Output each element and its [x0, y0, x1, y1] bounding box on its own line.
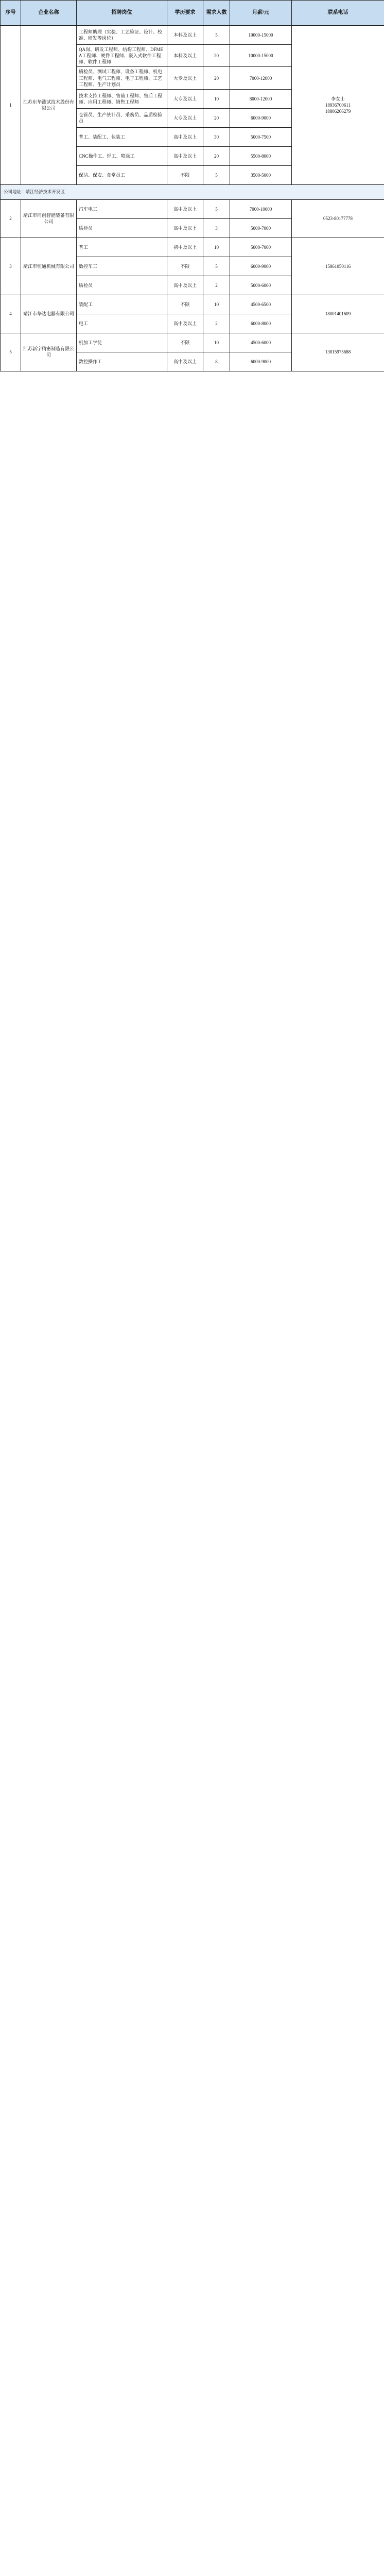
- header-salary: 月薪/元: [230, 1, 292, 26]
- education-cell: 不限: [167, 295, 203, 314]
- education-cell: 不限: [167, 257, 203, 276]
- education-cell: 不限: [167, 333, 203, 352]
- table-row: [1, 26, 384, 45]
- salary-cell: 6000-9000: [230, 108, 292, 127]
- header-contact: 联系电话: [292, 1, 384, 26]
- table-row: [1, 199, 384, 218]
- company-cell: 江苏新宇精密制造有限公司: [21, 333, 77, 371]
- position-cell: 电工: [77, 314, 167, 333]
- company-cell: 江苏东华测试技术股份有限公司: [21, 26, 77, 185]
- contact-cell: 0523-80177778: [292, 199, 384, 238]
- contact-cell: 18001401609: [292, 295, 384, 333]
- education-cell: 本科及以上: [167, 45, 203, 67]
- header-company: 企业名称: [21, 1, 77, 26]
- position-cell: 质检员、测试工程师、设备工程师、机电工程师、电气工程师、电子工程师、工艺工程师、生产计划员: [77, 67, 167, 89]
- contact-cell: 13815975688: [292, 333, 384, 371]
- company-cell: 靖江市华达电器有限公司: [21, 295, 77, 333]
- headcount-cell: 2: [203, 314, 230, 333]
- headcount-cell: 5: [203, 165, 230, 184]
- seq-cell: 5: [1, 333, 21, 371]
- position-cell: QA岗、研发工程师、结构工程师、DFMEA工程师、硬件工程师、嵌入式软件工程师、软件工程师: [77, 45, 167, 67]
- education-cell: 本科及以上: [167, 26, 203, 45]
- table-row: [1, 238, 384, 257]
- salary-cell: 5000-6000: [230, 276, 292, 295]
- table-header-row: [1, 1, 384, 26]
- headcount-cell: 30: [203, 127, 230, 146]
- headcount-cell: 10: [203, 333, 230, 352]
- salary-cell: 5500-8000: [230, 146, 292, 165]
- company-cell: 靖江市恒通机械有限公司: [21, 238, 77, 295]
- recruitment-table: [0, 0, 384, 371]
- salary-cell: 8000-12000: [230, 89, 292, 108]
- headcount-cell: 5: [203, 257, 230, 276]
- position-cell: CNC操作工、焊工、喷涂工: [77, 146, 167, 165]
- headcount-cell: 20: [203, 67, 230, 89]
- headcount-cell: 10: [203, 238, 230, 257]
- position-cell: 数控操作工: [77, 352, 167, 371]
- headcount-cell: 5: [203, 26, 230, 45]
- education-cell: 大专及以上: [167, 89, 203, 108]
- salary-cell: 4500-6000: [230, 333, 292, 352]
- contact-cell: 李女士 18936700611 18806266279: [292, 26, 384, 185]
- salary-cell: 5000-7000: [230, 238, 292, 257]
- salary-cell: 4500-6500: [230, 295, 292, 314]
- headcount-cell: 3: [203, 218, 230, 238]
- education-cell: 高中及以上: [167, 127, 203, 146]
- salary-cell: 3500-5000: [230, 165, 292, 184]
- position-cell: 汽车电工: [77, 199, 167, 218]
- position-cell: 普工、装配工、包装工: [77, 127, 167, 146]
- salary-cell: 7000-10000: [230, 199, 292, 218]
- position-cell: 质检员: [77, 218, 167, 238]
- headcount-cell: 8: [203, 352, 230, 371]
- headcount-cell: 20: [203, 146, 230, 165]
- position-cell: 质检员: [77, 276, 167, 295]
- salary-cell: 7000-12000: [230, 67, 292, 89]
- seq-cell: 2: [1, 199, 21, 238]
- education-cell: 初中及以上: [167, 238, 203, 257]
- education-cell: 高中及以上: [167, 352, 203, 371]
- education-cell: 高中及以上: [167, 146, 203, 165]
- education-cell: 不限: [167, 165, 203, 184]
- education-cell: 高中及以上: [167, 276, 203, 295]
- education-cell: 高中及以上: [167, 314, 203, 333]
- header-seq: 序号: [1, 1, 21, 26]
- education-cell: 大专及以上: [167, 67, 203, 89]
- position-cell: 装配工: [77, 295, 167, 314]
- table-row: [1, 333, 384, 352]
- recruitment-sheet: [0, 0, 384, 371]
- address-note: 公司地址：靖江经济技术开发区: [1, 184, 384, 199]
- headcount-cell: 10: [203, 295, 230, 314]
- header-position: 招聘岗位: [77, 1, 167, 26]
- position-cell: 保洁、保安、食堂员工: [77, 165, 167, 184]
- salary-cell: 6000-8000: [230, 314, 292, 333]
- company-cell: 靖江市同创智能装备有限公司: [21, 199, 77, 238]
- position-cell: 技术支持工程师、售前工程师、售后工程师、应用工程师、销售工程师: [77, 89, 167, 108]
- header-headcount: 需求人数: [203, 1, 230, 26]
- seq-cell: 1: [1, 26, 21, 185]
- position-cell: 数控车工: [77, 257, 167, 276]
- address-note-row: [1, 184, 384, 199]
- salary-cell: 6000-9000: [230, 352, 292, 371]
- salary-cell: 6000-9000: [230, 257, 292, 276]
- position-cell: 工程师助理（实验、工艺验证、设计、校准、研发等岗位）: [77, 26, 167, 45]
- headcount-cell: 20: [203, 45, 230, 67]
- position-cell: 普工: [77, 238, 167, 257]
- education-cell: 大专及以上: [167, 108, 203, 127]
- education-cell: 高中及以上: [167, 218, 203, 238]
- headcount-cell: 5: [203, 199, 230, 218]
- salary-cell: 5000-7500: [230, 127, 292, 146]
- headcount-cell: 2: [203, 276, 230, 295]
- salary-cell: 10000-15000: [230, 26, 292, 45]
- seq-cell: 3: [1, 238, 21, 295]
- education-cell: 高中及以上: [167, 199, 203, 218]
- header-education: 学历要求: [167, 1, 203, 26]
- position-cell: 机加工学徒: [77, 333, 167, 352]
- salary-cell: 10000-15000: [230, 45, 292, 67]
- seq-cell: 4: [1, 295, 21, 333]
- position-cell: 仓管员、生产统计员、采购员、品质检验员: [77, 108, 167, 127]
- table-row: [1, 295, 384, 314]
- table-body: [1, 26, 384, 371]
- headcount-cell: 10: [203, 89, 230, 108]
- headcount-cell: 20: [203, 108, 230, 127]
- salary-cell: 5000-7000: [230, 218, 292, 238]
- contact-cell: 15861050116: [292, 238, 384, 295]
